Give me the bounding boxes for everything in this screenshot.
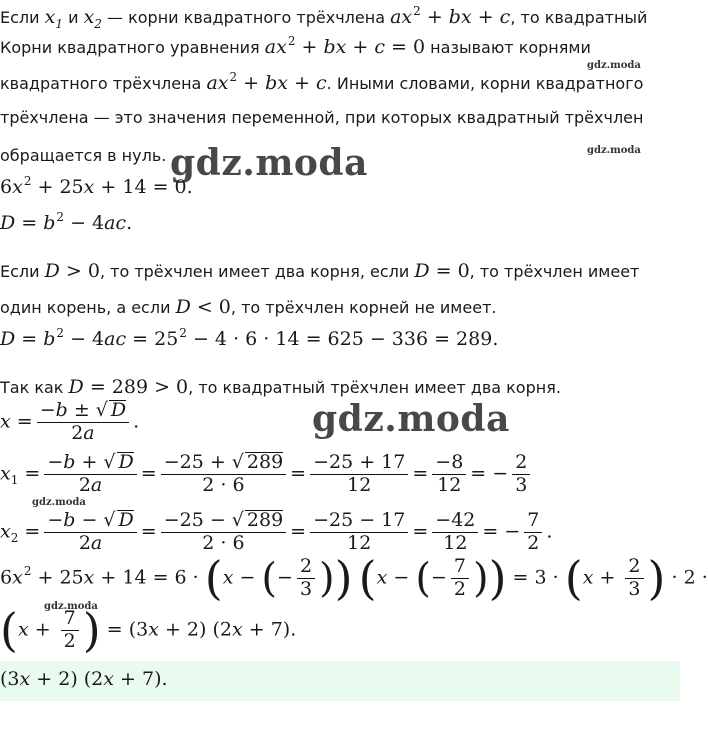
two-roots-statement: Так как D = 289 > 0, то квадратный трёхчлен имеет два корня. [0,376,561,398]
definition-line-2: Корни квадратного уравнения $ax^2$ + bx + c = 0 называют корнями [0,34,591,58]
discriminant-rule-line-2: один корень, а если D < 0, то трёхчлен корней не имеет. [0,296,497,318]
given-equation: $6x^2 + 25x + 14 = 0$. [0,174,193,198]
factorization-line-1: $6x^2 + 25x + 14 = 6 \cdot (x$ − (− $\frac{2}{3}$ )) (x − (− $\frac{7}{2}$ )) = 3 · (x + $\frac{2}{3}$ ) · 2 · [0,550,708,605]
definition-line-1: Если $x_1$ и $x_2$ — корни квадратного трёхчлена $ax^2$ + bx + c, то квадратный [0,4,648,31]
watermark-large-1: gdz.moda [170,142,368,184]
watermark-large-2: gdz.moda [312,398,510,440]
watermark-small-3: gdz.moda [32,497,86,508]
watermark-small-4: gdz.moda [44,601,98,612]
factorization-line-2: (x + $\frac{7}{2}$ ) = (3x + 2) (2x + 7). [0,602,297,657]
discriminant-formula: $D = b^2 - 4ac$. [0,210,133,234]
definition-line-4: трёхчлена — это значения переменной, при которых квадратный трёхчлен [0,108,644,127]
discriminant-calculation: $D = b^2 - 4ac = 25^2 - 4 \cdot 6 \cdot 14 = 625 - 336 = 289$. [0,326,499,350]
root-formula: x = $\frac{-b \pm √ D}{2a}$ . [0,399,140,444]
discriminant-rule-line-1: Если D > 0, то трёхчлен имеет два корня, если D = 0, то трёхчлен имеет [0,260,640,282]
root-x2-calculation: $x_2$ = $\frac{-b - √ D}{2a}$ = $\frac{-25 - √ 289}{2 \cdot 6}$ = $\frac{-25 - 17}{12}$ = $\frac{-42}{12}$ = − $\frac{7}{2}$ . [0,509,553,554]
watermark-small-1: gdz.moda [587,60,641,71]
final-answer: (3x + 2) (2x + 7). [0,668,168,690]
definition-line-3: квадратного трёхчлена $ax^2$ + bx + c. Иными словами, корни квадратного [0,70,644,94]
definition-line-5: обращается в нуль. [0,146,167,165]
root-x1-calculation: $x_1$ = $\frac{-b + √ D}{2a}$ = $\frac{-25 + √ 289}{2 \cdot 6}$ = $\frac{-25 + 17}{12}$ = $\frac{-8}{12}$ = − $\frac{2}{3}$ [0,452,534,497]
watermark-small-2: gdz.moda [587,145,641,156]
